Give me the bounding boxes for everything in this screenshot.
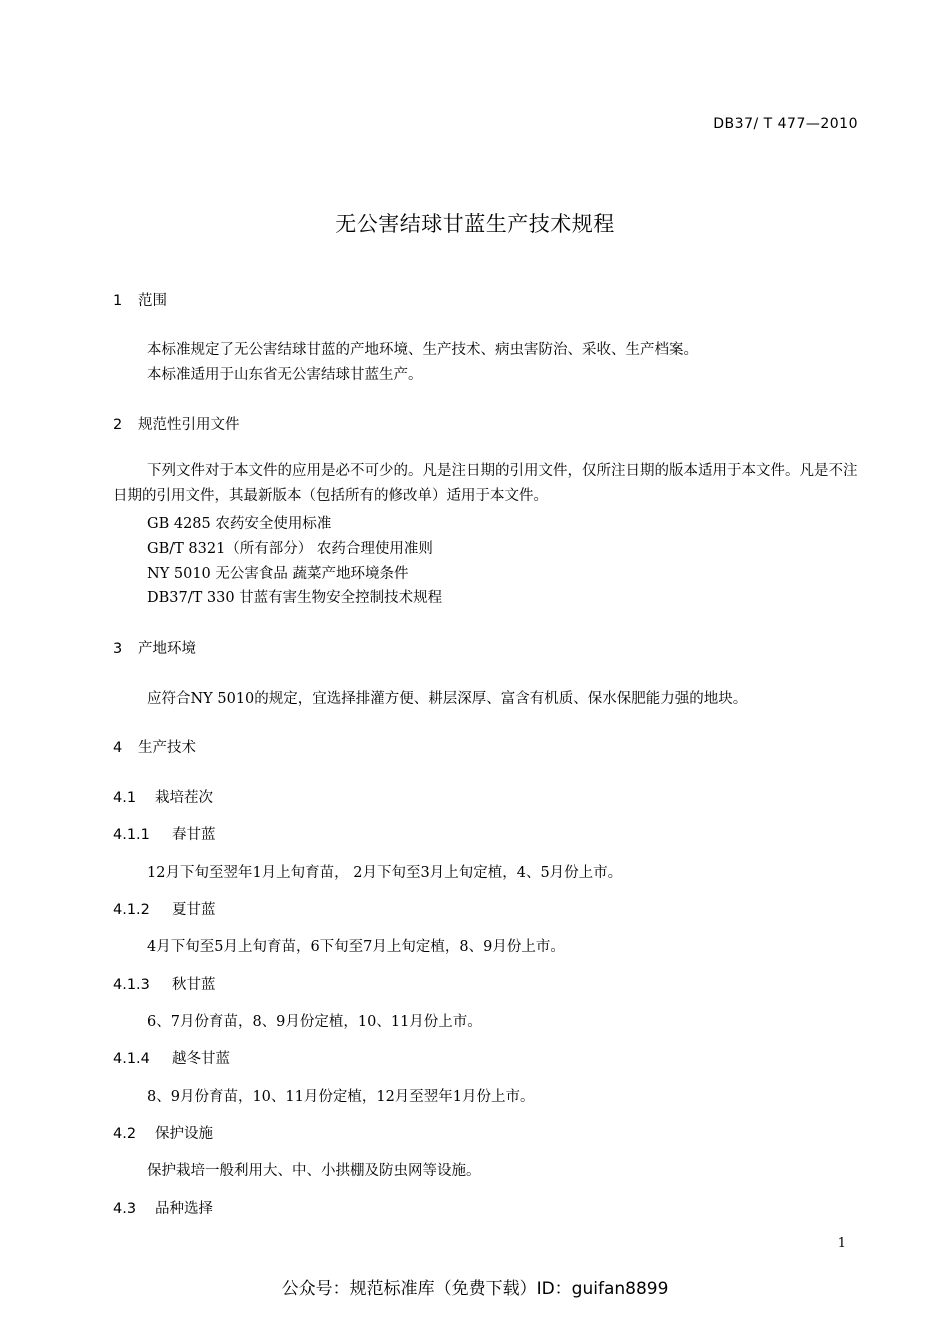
subsection-4-1-1-text: 12月下旬至翌年1月上旬育苗， 2月下旬至3月上旬定植，4、5月份上市。: [147, 865, 623, 881]
section-number: 1: [113, 293, 123, 309]
section-title: 规范性引用文件: [138, 417, 240, 433]
subsection-4-1-heading: [113, 786, 213, 807]
section-3-para: 应符合NY 5010的规定，宜选择排灌方便、耕层深厚、富含有机质、保水保肥能力强的地块。: [147, 691, 748, 707]
section-title: 越冬甘蓝: [172, 1051, 230, 1067]
section-number: 2: [113, 417, 123, 433]
subsection-4-1-2-text: 4月下旬至5月上旬育苗，6下旬至7月上旬定植，8、9月份上市。: [147, 939, 565, 955]
section-1-heading: [113, 289, 167, 310]
section-number: 4.1.2: [113, 902, 150, 918]
reference-item: DB37/T 330 甘蓝有害生物安全控制技术规程: [147, 590, 443, 606]
section-title: 秋甘蓝: [172, 977, 216, 993]
subsection-4-2-text: 保护栽培一般利用大、中、小拱棚及防虫网等设施。: [147, 1163, 481, 1179]
section-title: 品种选择: [155, 1201, 213, 1217]
document-title: 无公害结球甘蓝生产技术规程: [335, 212, 615, 236]
section-title: 产地环境: [138, 641, 196, 657]
subsection-4-1-3-text: 6、7月份育苗，8、9月份定植，10、11月份上市。: [147, 1014, 482, 1030]
section-number: 4.2: [113, 1126, 137, 1142]
section-number: 4: [113, 740, 123, 756]
page-number: 1: [837, 1236, 846, 1251]
section-title: 保护设施: [155, 1126, 213, 1142]
subsection-4-1-4-heading: [113, 1047, 230, 1068]
footer-watermark: 公众号：规范标准库（免费下载）ID：guifan8899: [281, 1279, 669, 1299]
standard-code: DB37/ T 477—2010: [713, 116, 858, 132]
subsection-4-1-2-heading: [113, 898, 216, 919]
section-4-heading: [113, 736, 196, 757]
subsection-4-1-3-heading: [113, 973, 216, 994]
section-title: 生产技术: [138, 740, 196, 756]
reference-item: NY 5010 无公害食品 蔬菜产地环境条件: [147, 566, 409, 582]
section-title: 范围: [138, 293, 167, 309]
section-3-heading: [113, 637, 196, 658]
section-1-para-2: 本标准适用于山东省无公害结球甘蓝生产。: [147, 367, 423, 383]
subsection-4-1-1-heading: [113, 823, 216, 844]
section-number: 4.1.4: [113, 1051, 150, 1067]
section-number: 4.1: [113, 790, 137, 806]
section-number: 4.1.1: [113, 827, 150, 843]
section-title: 栽培茬次: [155, 790, 213, 806]
section-title: 夏甘蓝: [172, 902, 216, 918]
section-number: 4.3: [113, 1201, 137, 1217]
subsection-4-1-4-text: 8、9月份育苗，10、11月份定植，12月至翌年1月份上市。: [147, 1089, 535, 1105]
section-number: 4.1.3: [113, 977, 150, 993]
section-2-heading: [113, 413, 240, 434]
section-2-para: 下列文件对于本文件的应用是必不可少的。凡是注日期的引用文件，仅所注日期的版本适用于本文件。凡是不注日期的引用文件，其最新版本（包括所有的修改单）适用于本文件。: [113, 463, 858, 504]
section-1-para-1: 本标准规定了无公害结球甘蓝的产地环境、生产技术、病虫害防治、采收、生产档案。: [147, 342, 698, 358]
reference-item: GB/T 8321（所有部分） 农药合理使用准则: [147, 541, 433, 557]
subsection-4-2-heading: [113, 1122, 213, 1143]
section-number: 3: [113, 641, 123, 657]
subsection-4-3-heading: [113, 1197, 213, 1218]
section-title: 春甘蓝: [172, 827, 216, 843]
reference-item: GB 4285 农药安全使用标准: [147, 516, 332, 532]
